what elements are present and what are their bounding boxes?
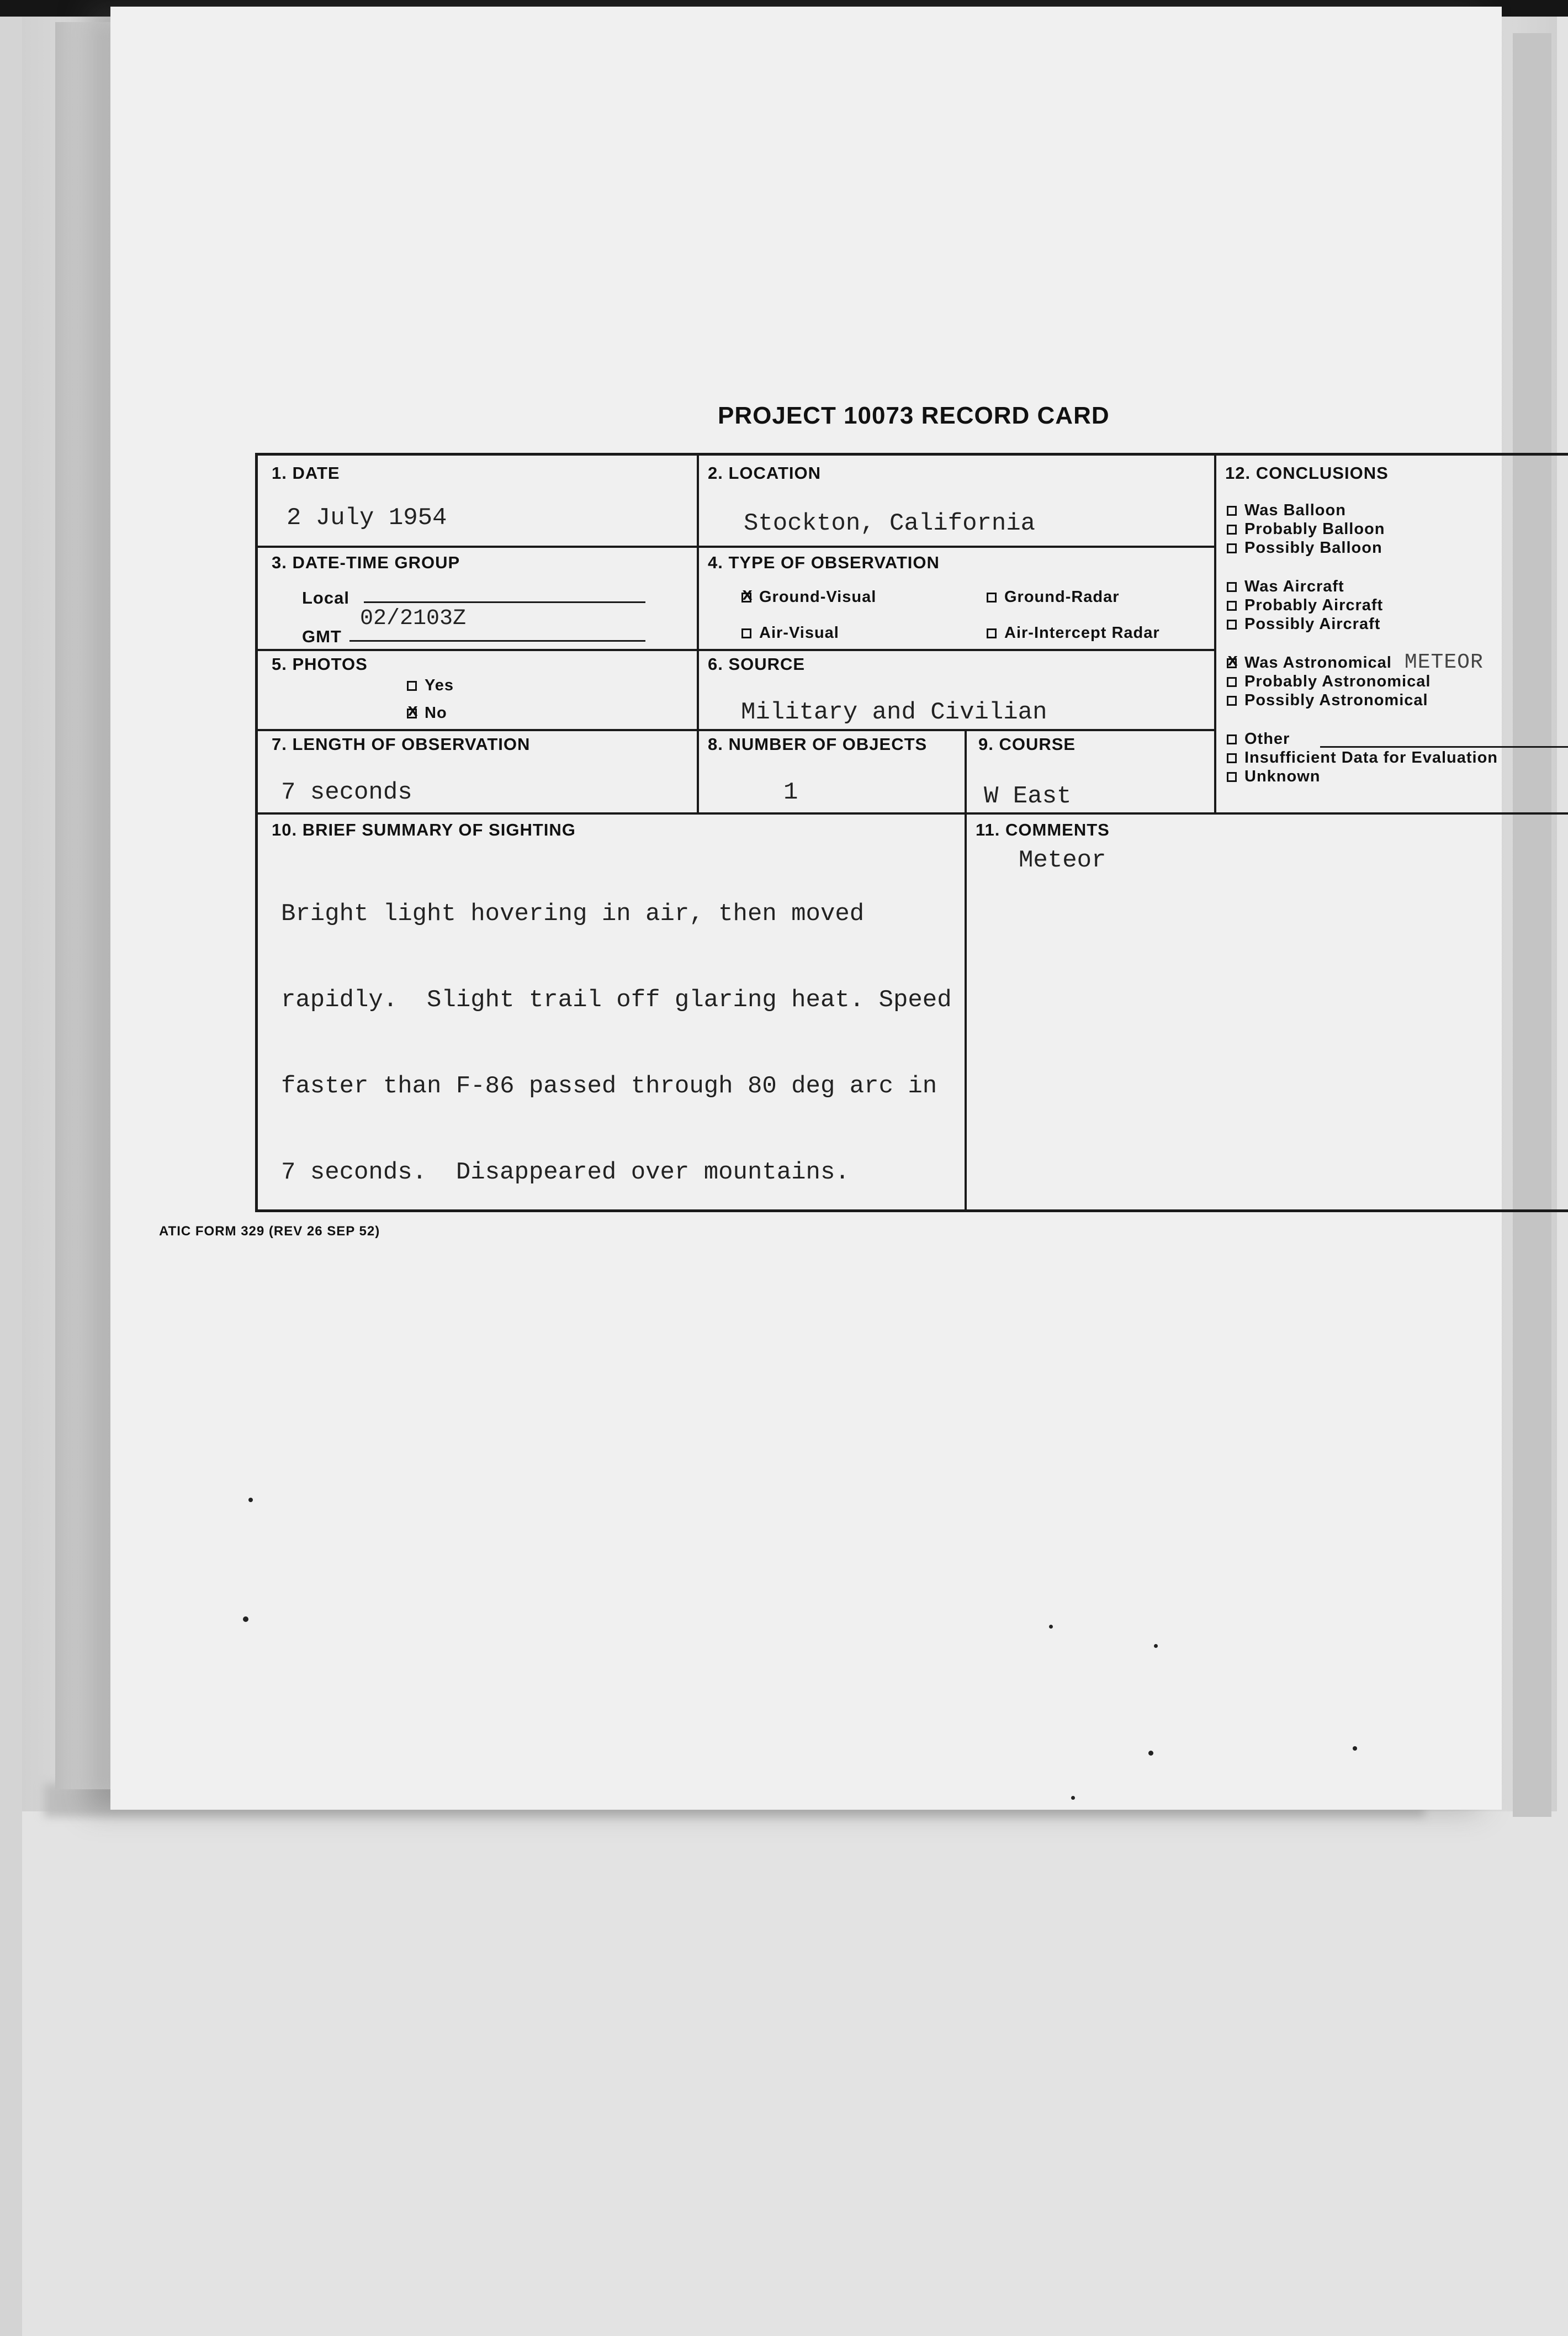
photos-no-checkbox[interactable] (407, 709, 417, 718)
date-time-group-label: 3. DATE-TIME GROUP (272, 553, 460, 572)
scan-speck (243, 1616, 248, 1622)
form-number: ATIC FORM 329 (REV 26 SEP 52) (159, 1224, 380, 1239)
scan-speck (248, 1498, 253, 1502)
comments-value: Meteor (1019, 847, 1106, 874)
option-photos-no[interactable]: xNo (407, 704, 447, 722)
possibly-balloon-checkbox[interactable] (1227, 543, 1237, 553)
summary-label: 10. BRIEF SUMMARY OF SIGHTING (272, 820, 576, 839)
possibly-astronomical-checkbox[interactable] (1227, 696, 1237, 706)
conclusion-possibly-balloon[interactable]: Possibly Balloon (1227, 538, 1382, 557)
divider-row-1 (258, 546, 1214, 548)
summary-line: rapidly. Slight trail off glaring heat. Speed (281, 986, 952, 1014)
photos-label: 5. PHOTOS (272, 654, 368, 674)
probably-aircraft-checkbox[interactable] (1227, 601, 1237, 611)
conclusion-other[interactable]: Other (1227, 730, 1290, 748)
insufficient-data-checkbox[interactable] (1227, 753, 1237, 763)
air-visual-checkbox[interactable] (741, 628, 751, 638)
gmt-line (349, 640, 645, 642)
scan-speck (1148, 1751, 1153, 1756)
summary-line: Bright light hovering in air, then moved (281, 900, 865, 928)
summary-line: faster than F-86 passed through 80 deg arc in (281, 1072, 937, 1100)
length-of-observation-label: 7. LENGTH OF OBSERVATION (272, 734, 531, 754)
conclusion-possibly-aircraft[interactable]: Possibly Aircraft (1227, 615, 1380, 633)
scan-speck (1154, 1644, 1158, 1648)
divider-col-1 (697, 456, 699, 813)
card-title: PROJECT 10073 RECORD CARD (718, 402, 1110, 429)
ground-radar-checkbox[interactable] (987, 593, 997, 603)
divider-col-2 (1214, 456, 1216, 813)
paper-left-shade (55, 22, 110, 1789)
number-of-objects-value: 1 (783, 779, 798, 806)
scan-speck (1071, 1796, 1075, 1800)
type-of-observation-label: 4. TYPE OF OBSERVATION (708, 553, 940, 572)
comments-label: 11. COMMENTS (976, 820, 1110, 839)
conclusion-probably-balloon[interactable]: Probably Balloon (1227, 520, 1385, 538)
other-checkbox[interactable] (1227, 734, 1237, 744)
source-value: Military and Civilian (741, 699, 1047, 726)
local-time-label: Local (302, 588, 349, 607)
probably-astronomical-checkbox[interactable] (1227, 677, 1237, 687)
course-value: W East (984, 783, 1072, 810)
scan-border-left (0, 17, 22, 2336)
was-balloon-checkbox[interactable] (1227, 506, 1237, 516)
divider-row-3 (258, 729, 1214, 731)
summary-line: 7 seconds. Disappeared over mountains. (281, 1159, 850, 1186)
possibly-aircraft-checkbox[interactable] (1227, 620, 1237, 630)
summary-text (281, 842, 1098, 1244)
conclusion-was-aircraft[interactable]: Was Aircraft (1227, 577, 1344, 596)
scan-speck (1353, 1746, 1357, 1751)
was-astronomical-checkbox[interactable] (1227, 658, 1237, 668)
gmt-value: 02/2103Z (360, 606, 467, 631)
date-label: 1. DATE (272, 463, 340, 483)
location-value: Stockton, California (744, 510, 1036, 537)
divider-row-2 (258, 649, 1214, 651)
scan-speck (1049, 1625, 1053, 1629)
option-air-intercept-radar[interactable]: Air-Intercept Radar (987, 624, 1160, 642)
conclusion-was-astronomical[interactable]: xWas Astronomical METEOR (1227, 653, 1484, 672)
date-value: 2 July 1954 (287, 504, 447, 532)
conclusion-insufficient-data[interactable]: Insufficient Data for Evaluation (1227, 748, 1498, 767)
other-line (1320, 746, 1568, 748)
divider-row-4 (258, 812, 1568, 815)
record-card-form (255, 453, 1568, 1212)
option-photos-yes[interactable]: Yes (407, 677, 454, 695)
probably-balloon-checkbox[interactable] (1227, 525, 1237, 535)
conclusion-unknown[interactable]: Unknown (1227, 767, 1321, 786)
number-of-objects-label: 8. NUMBER OF OBJECTS (708, 734, 928, 754)
local-time-line (364, 601, 645, 603)
conclusions-label: 12. CONCLUSIONS (1225, 463, 1389, 483)
length-of-observation-value: 7 seconds (281, 779, 412, 806)
conclusion-probably-astronomical[interactable]: Probably Astronomical (1227, 672, 1431, 691)
conclusion-was-balloon[interactable]: Was Balloon (1227, 501, 1346, 520)
record-card-paper (110, 7, 1502, 1810)
gmt-label: GMT (302, 627, 342, 646)
option-ground-visual[interactable]: xGround-Visual (741, 588, 876, 606)
course-label: 9. COURSE (978, 734, 1076, 754)
location-label: 2. LOCATION (708, 463, 822, 483)
unknown-checkbox[interactable] (1227, 772, 1237, 782)
air-intercept-radar-checkbox[interactable] (987, 628, 997, 638)
ground-visual-checkbox[interactable] (741, 593, 751, 603)
was-aircraft-checkbox[interactable] (1227, 582, 1237, 592)
astronomical-annotation: METEOR (1404, 651, 1484, 674)
conclusion-probably-aircraft[interactable]: Probably Aircraft (1227, 596, 1383, 615)
source-label: 6. SOURCE (708, 654, 806, 674)
conclusion-possibly-astronomical[interactable]: Possibly Astronomical (1227, 691, 1428, 710)
option-ground-radar[interactable]: Ground-Radar (987, 588, 1120, 606)
option-air-visual[interactable]: Air-Visual (741, 624, 839, 642)
photos-yes-checkbox[interactable] (407, 681, 417, 691)
